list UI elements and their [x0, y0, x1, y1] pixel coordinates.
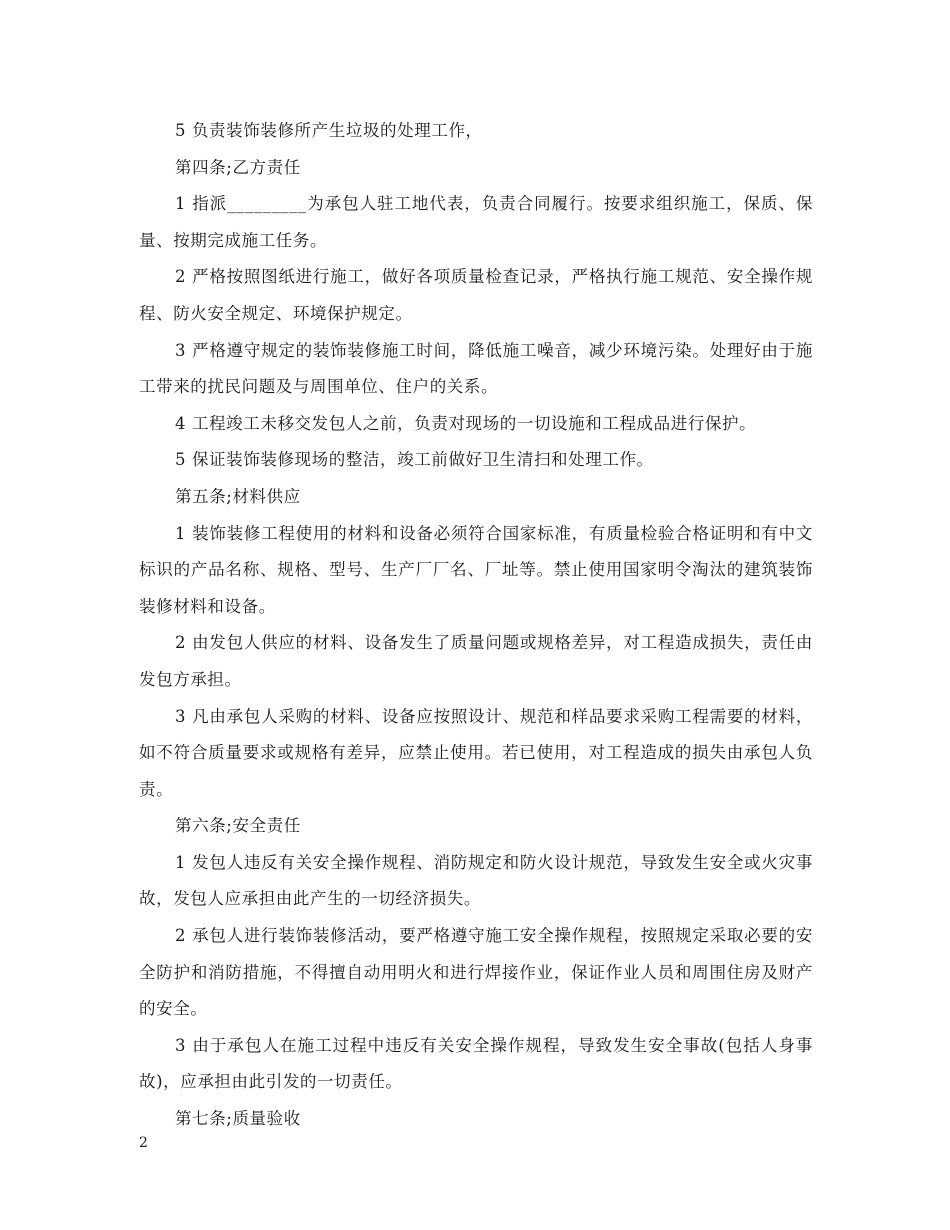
paragraph-item-1-representative: 1 指派_________为承包人驻工地代表，负责合同履行。按要求组织施工，保质、保量、按期完成施工任务。 — [139, 194, 813, 250]
section-heading-article-5: 第五条;材料供应 — [175, 486, 301, 506]
paragraph-item-4-protection: 4 工程竣工未移交发包人之前，负责对现场的一切设施和工程成品进行保护。 — [175, 413, 757, 433]
paragraph-item-5-waste: 5 负责装饰装修所产生垃圾的处理工作， — [175, 121, 483, 140]
section-heading-article-6: 第六条;安全责任 — [175, 816, 301, 836]
paragraph-item-1-client-safety: 1 发包人违反有关安全操作规程、消防规定和防火设计规范，导致发生安全或火灾事故，发包人应承担由此产生的一切经济损失。 — [139, 852, 813, 909]
paragraph-item-2-client-supplied: 2 由发包人供应的材料、设备发生了质量问题或规格差异，对工程造成损失，责任由发包方承担。 — [139, 633, 813, 689]
paragraph-item-1-standards: 1 装饰装修工程使用的材料和设备必须符合国家标准，有质量检验合格证明和有中文标识的产品名称、规格、型号、生产厂厂名、厂址等。禁止使用国家明令淘汰的建筑装饰装修材料和设备。 — [139, 523, 813, 616]
section-heading-article-7: 第七条;质量验收 — [175, 1109, 301, 1129]
page-number: 2 — [139, 1135, 148, 1151]
paragraph-item-3-noise: 3 严格遵守规定的装饰装修施工时间，降低施工噪音，减少环境污染。处理好由于施工带来的扰民问题及与周围单位、住户的关系。 — [139, 340, 813, 397]
section-heading-article-4: 第四条;乙方责任 — [175, 157, 301, 177]
paragraph-item-5-cleanliness: 5 保证装饰装修现场的整洁，竣工前做好卫生清扫和处理工作。 — [175, 450, 654, 470]
paragraph-item-3-contractor-purchased: 3 凡由承包人采购的材料、设备应按照设计、规范和样品要求采购工程需要的材料，如不符合质量要求或规格有差异，应禁止使用。若已使用，对工程造成的损失由承包人负责。 — [139, 706, 813, 799]
document-body — [139, 113, 813, 1138]
paragraph-item-3-accident-liability: 3 由于承包人在施工过程中违反有关安全操作规程，导致发生安全事故(包括人身事故)，应承担由此引发的一切责任。 — [139, 1035, 813, 1092]
paragraph-item-2-contractor-safety: 2 承包人进行装饰装修活动，要严格遵守施工安全操作规程，按照规定采取必要的安全防护和消防措施，不得擅自动用明火和进行焊接作业，保证作业人员和周围住房及财产的安全。 — [139, 926, 813, 1019]
paragraph-item-2-drawings: 2 严格按照图纸进行施工，做好各项质量检查记录，严格执行施工规范、安全操作规程、防火安全规定、环境保护规定。 — [139, 267, 813, 323]
